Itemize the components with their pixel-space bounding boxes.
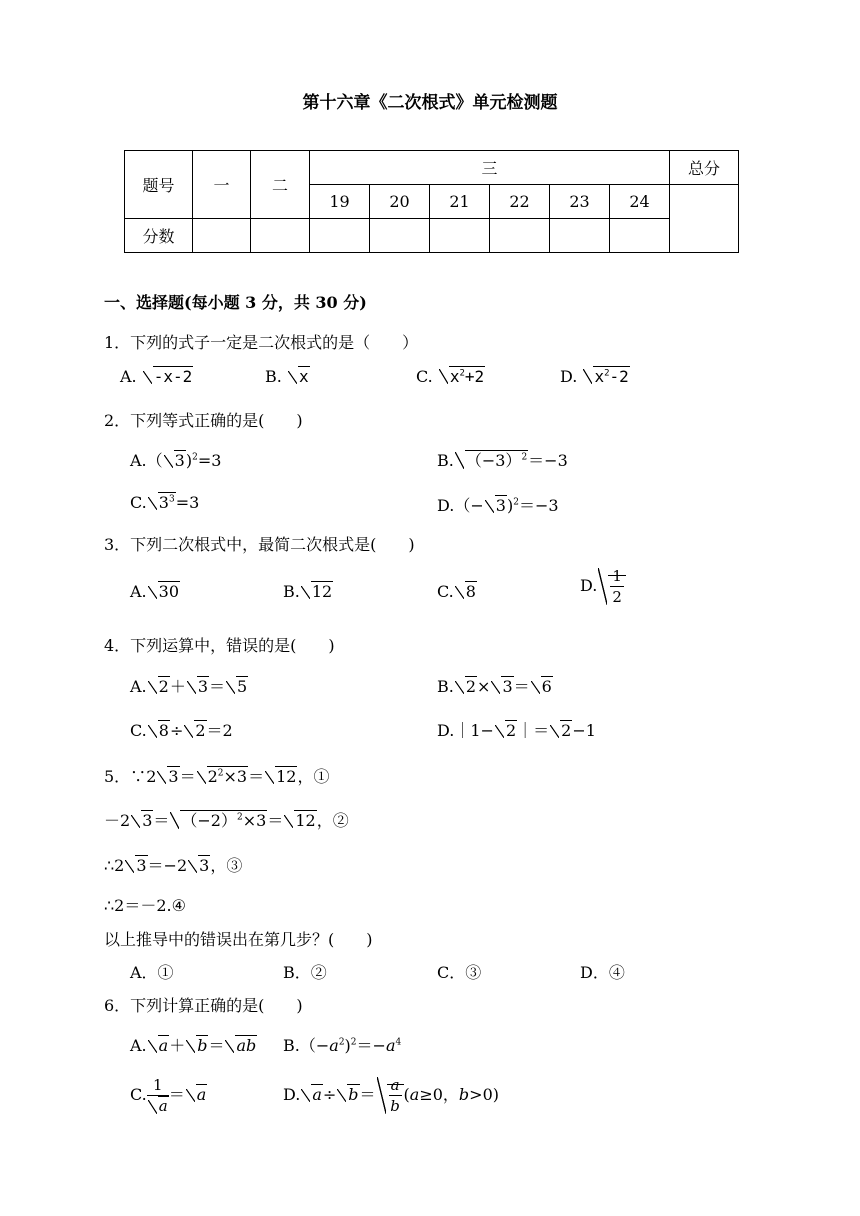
q5-option-d: D．④ bbox=[580, 963, 625, 982]
table-label-question-no: 题号 bbox=[125, 151, 193, 219]
table-sub-21: 21 bbox=[430, 185, 490, 219]
table-label-score: 分数 bbox=[125, 219, 193, 253]
q5-step-2: －2 $3= (-2)^2\times 3= 12$，② bbox=[104, 808, 349, 831]
table-cell-total bbox=[670, 185, 739, 253]
table-sub-22: 22 bbox=[490, 185, 550, 219]
table-cell bbox=[370, 219, 430, 253]
q2-stem: 2．下列等式正确的是( ) bbox=[104, 411, 303, 430]
q4-option-a: A. 2＋ 3＝ 5 bbox=[130, 677, 248, 696]
q3-stem: 3．下列二次根式中，最简二次根式是( ) bbox=[104, 535, 415, 554]
q4-stem: 4．下列运算中，错误的是( ) bbox=[104, 636, 335, 655]
table-col-three: 三 bbox=[310, 151, 670, 185]
table-cell bbox=[490, 219, 550, 253]
table-cell bbox=[251, 219, 310, 253]
q2-option-c: C. $3^3=3$ bbox=[130, 493, 200, 512]
table-sub-24: 24 bbox=[610, 185, 670, 219]
q1-option-a: A. -x-2 bbox=[120, 367, 193, 386]
q2-option-b: B. $(-3)^2=-3$ bbox=[437, 448, 568, 471]
q6-stem: 6．下列计算正确的是( ) bbox=[104, 996, 303, 1015]
table-cell bbox=[610, 219, 670, 253]
q6-option-a: A. a＋ b＝ ab bbox=[130, 1036, 257, 1055]
section-choice-heading: 一、选择题(每小题 3 分，共 30 分) bbox=[104, 293, 367, 312]
table-sub-23: 23 bbox=[550, 185, 610, 219]
q5-option-a: A．① bbox=[130, 963, 174, 982]
q3-option-d: D. $\frac{1}{2}$ bbox=[580, 566, 626, 607]
q1-option-b: B. x bbox=[265, 367, 309, 386]
table-col-two: 二 bbox=[251, 151, 310, 219]
q4-option-b: B. 2× 3＝ 6 bbox=[437, 677, 552, 696]
q3-option-c: C. 8 bbox=[437, 582, 476, 601]
q4-option-c: C. 8÷ 2＝2 bbox=[130, 721, 233, 740]
table-col-total: 总分 bbox=[670, 151, 739, 185]
table-sub-19: 19 bbox=[310, 185, 370, 219]
q5-step-3: ∴2 3＝−2 3，③ bbox=[104, 856, 243, 875]
table-cell bbox=[310, 219, 370, 253]
q5-question: 以上推导中的错误出在第几步？( ) bbox=[104, 930, 373, 949]
q3-option-a: A. 30 bbox=[130, 582, 179, 601]
q2-option-d: D.（− 3)$^2$＝−3 bbox=[437, 496, 559, 515]
table-cell bbox=[550, 219, 610, 253]
q5-option-b: B．② bbox=[283, 963, 327, 982]
q6-option-b: $B.(-a^2)^2=-a^4$ bbox=[283, 1036, 402, 1055]
q5-option-c: C．③ bbox=[437, 963, 482, 982]
table-col-one: 一 bbox=[193, 151, 251, 219]
q1-option-d: D. $x^2-2$ bbox=[560, 367, 629, 386]
q3-option-b: B. 12 bbox=[283, 582, 333, 601]
document-title: 第十六章《二次根式》单元检测题 bbox=[302, 93, 558, 113]
table-cell bbox=[430, 219, 490, 253]
q1-option-c: C. $x^2+2$ bbox=[416, 367, 485, 386]
q1-stem: 1．下列的式子一定是二次根式的是（ ） bbox=[104, 333, 419, 352]
q2-option-a: A.（ 3)$^2$=3 bbox=[130, 451, 222, 470]
q5-step-4: ∴2＝－2.④ bbox=[104, 896, 186, 915]
q6-option-d: D. a÷ b＝ $\frac{a}{b}$ (a≥0，b>0) bbox=[283, 1076, 499, 1115]
q6-option-c: C. $\frac{1}{a}$ ＝ a bbox=[130, 1076, 207, 1115]
score-table bbox=[124, 150, 739, 253]
table-sub-20: 20 bbox=[370, 185, 430, 219]
q4-option-d: D.｜1− 2｜＝ 2−1 bbox=[437, 721, 596, 740]
table-cell bbox=[193, 219, 251, 253]
q5-step-1: 5．∵2 $3= 2^2\times 3= 12$，① bbox=[104, 767, 330, 786]
